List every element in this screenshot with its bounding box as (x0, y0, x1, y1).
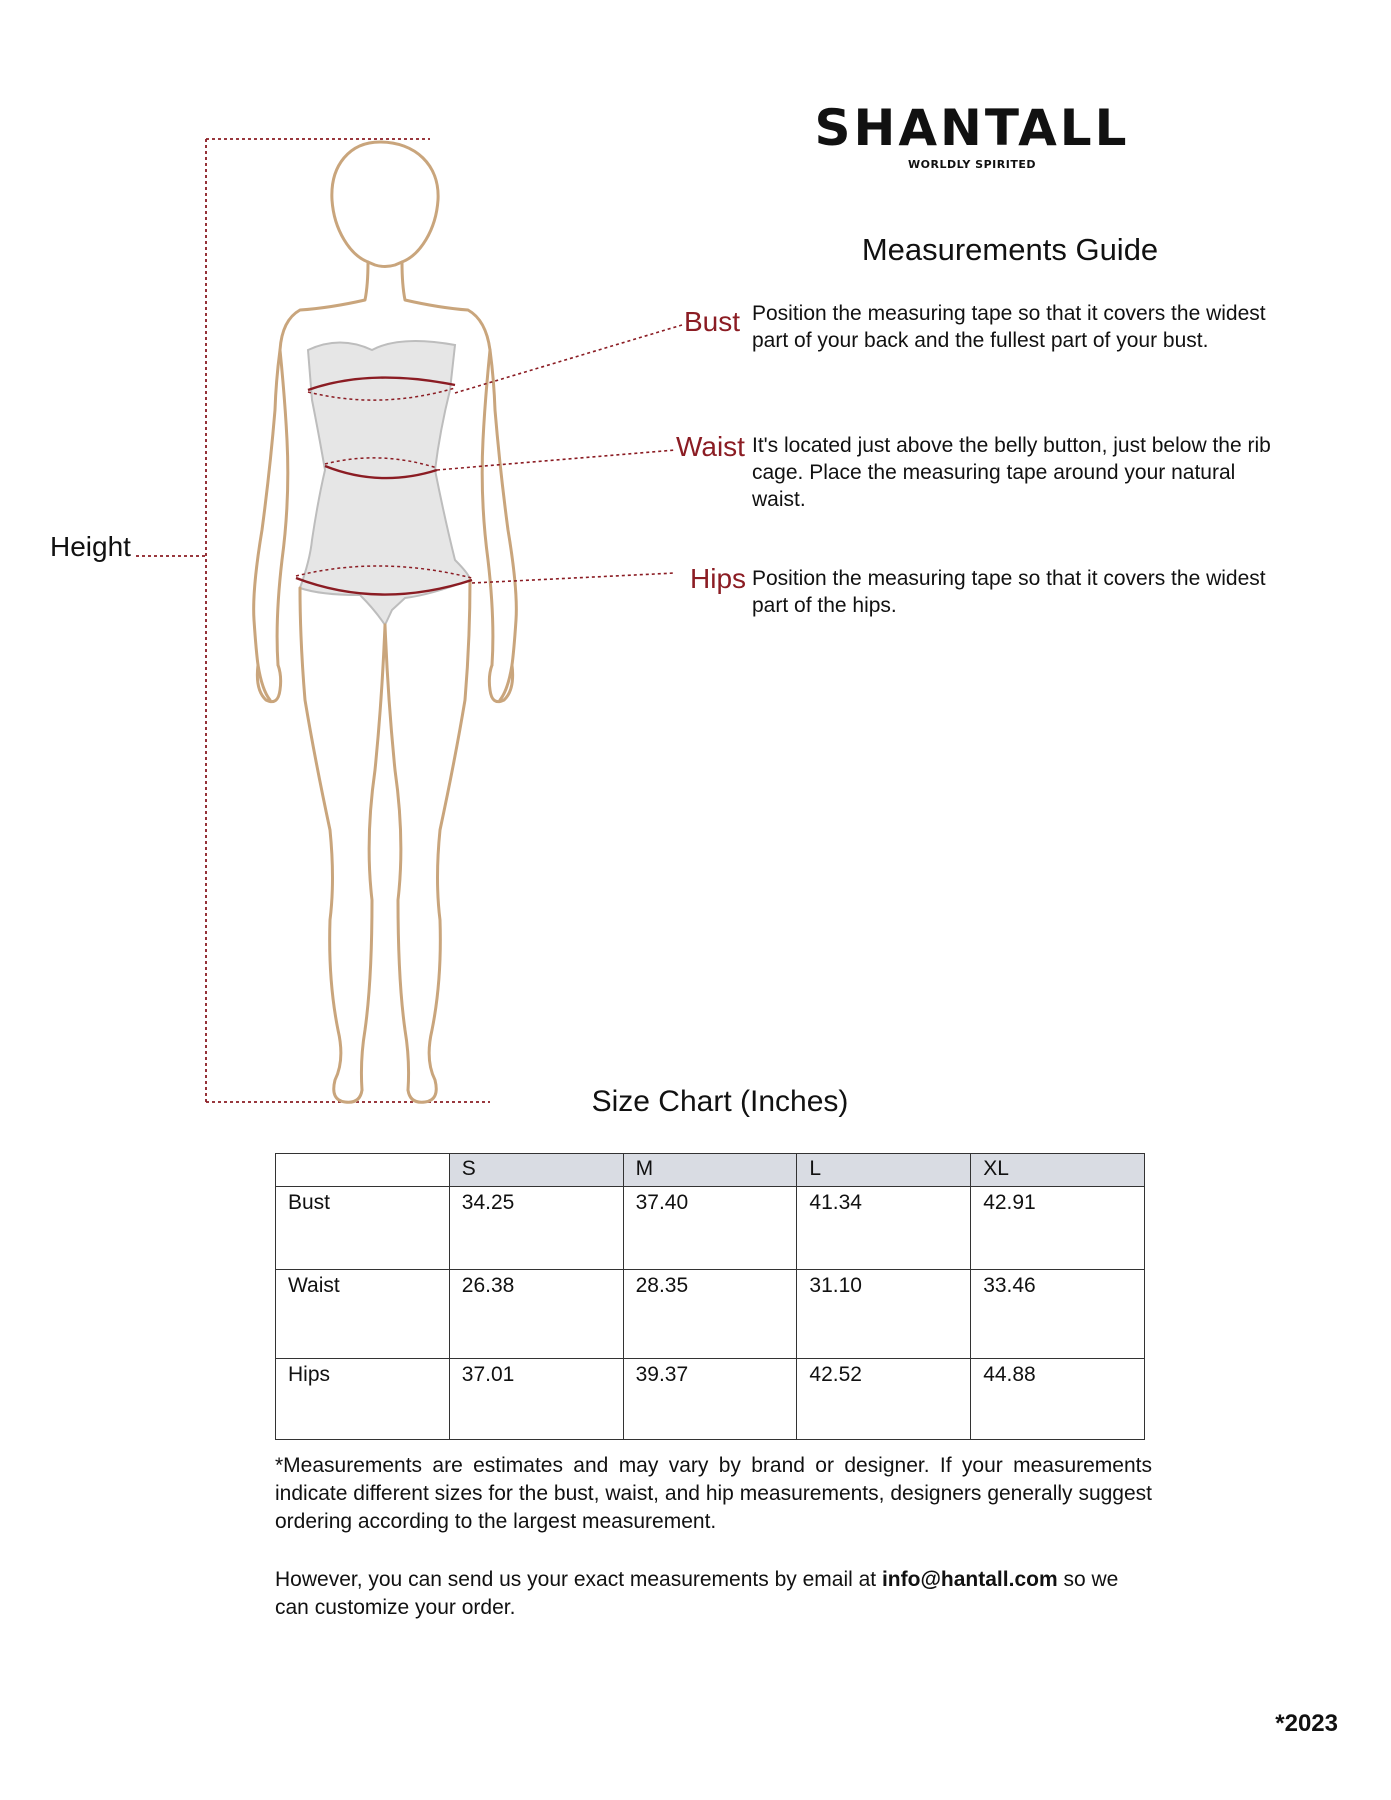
height-label: Height (50, 531, 131, 562)
contact-paragraph (275, 1566, 1152, 1622)
waist-label: Waist (676, 431, 745, 462)
brand-tagline: WORLDLY SPIRITED (908, 158, 1036, 171)
contact-text-before: However, you can send us your exact measurements by email at (275, 1568, 882, 1591)
table-cell: 44.88 (971, 1359, 1145, 1440)
pointer-lines (437, 325, 682, 583)
table-row-waist (276, 1270, 1145, 1359)
size-header-row (276, 1154, 1145, 1187)
header-cell-m: M (623, 1154, 797, 1187)
row-label: Bust (276, 1187, 450, 1270)
brand-name: SHANTALL (814, 99, 1130, 157)
table-cell: 31.10 (797, 1270, 971, 1359)
table-cell: 28.35 (623, 1270, 797, 1359)
table-cell: 37.40 (623, 1187, 797, 1270)
size-chart-title: Size Chart (Inches) (591, 1085, 849, 1118)
year-mark: *2023 (1275, 1710, 1338, 1737)
hips-description: Position the measuring tape so that it covers the widest part of the hips. (752, 567, 1266, 617)
bust-description: Position the measuring tape so that it covers the widest part of your back and the fullest part of your bust. (752, 302, 1266, 352)
contact-email-link[interactable]: info@hantall.com (881, 1568, 1058, 1591)
table-cell: 42.91 (971, 1187, 1145, 1270)
row-label: Waist (276, 1270, 450, 1359)
table-row-bust (276, 1187, 1145, 1270)
header-cell-s: S (449, 1154, 623, 1187)
header-cell-xl: XL (971, 1154, 1145, 1187)
header-cell-empty (276, 1154, 450, 1187)
table-row-hips (276, 1359, 1145, 1440)
table-cell: 42.52 (797, 1359, 971, 1440)
table-cell: 33.46 (971, 1270, 1145, 1359)
table-cell: 34.25 (449, 1187, 623, 1270)
table-cell: 39.37 (623, 1359, 797, 1440)
size-chart-table (275, 1153, 1145, 1440)
waist-description: It's located just above the belly button, just below the rib cage. Place the measuring tape around your natural waist. (752, 434, 1271, 511)
row-label: Hips (276, 1359, 450, 1440)
height-bracket (136, 139, 490, 1102)
table-cell: 37.01 (449, 1359, 623, 1440)
guide-title: Measurements Guide (861, 232, 1159, 267)
header-cell-l: L (797, 1154, 971, 1187)
table-cell: 26.38 (449, 1270, 623, 1359)
measurement-note: *Measurements are estimates and may vary by brand or designer. If your measurements indicate different sizes for the bust, waist, and hip measurements, designers generally suggest ordering according to the largest measurement. (275, 1454, 1152, 1533)
brand-logo (784, 100, 1160, 171)
contact-text-after: so we can customize your order. (275, 1568, 1119, 1619)
bust-label: Bust (684, 306, 741, 337)
table-cell: 41.34 (797, 1187, 971, 1270)
hips-label: Hips (690, 563, 747, 594)
